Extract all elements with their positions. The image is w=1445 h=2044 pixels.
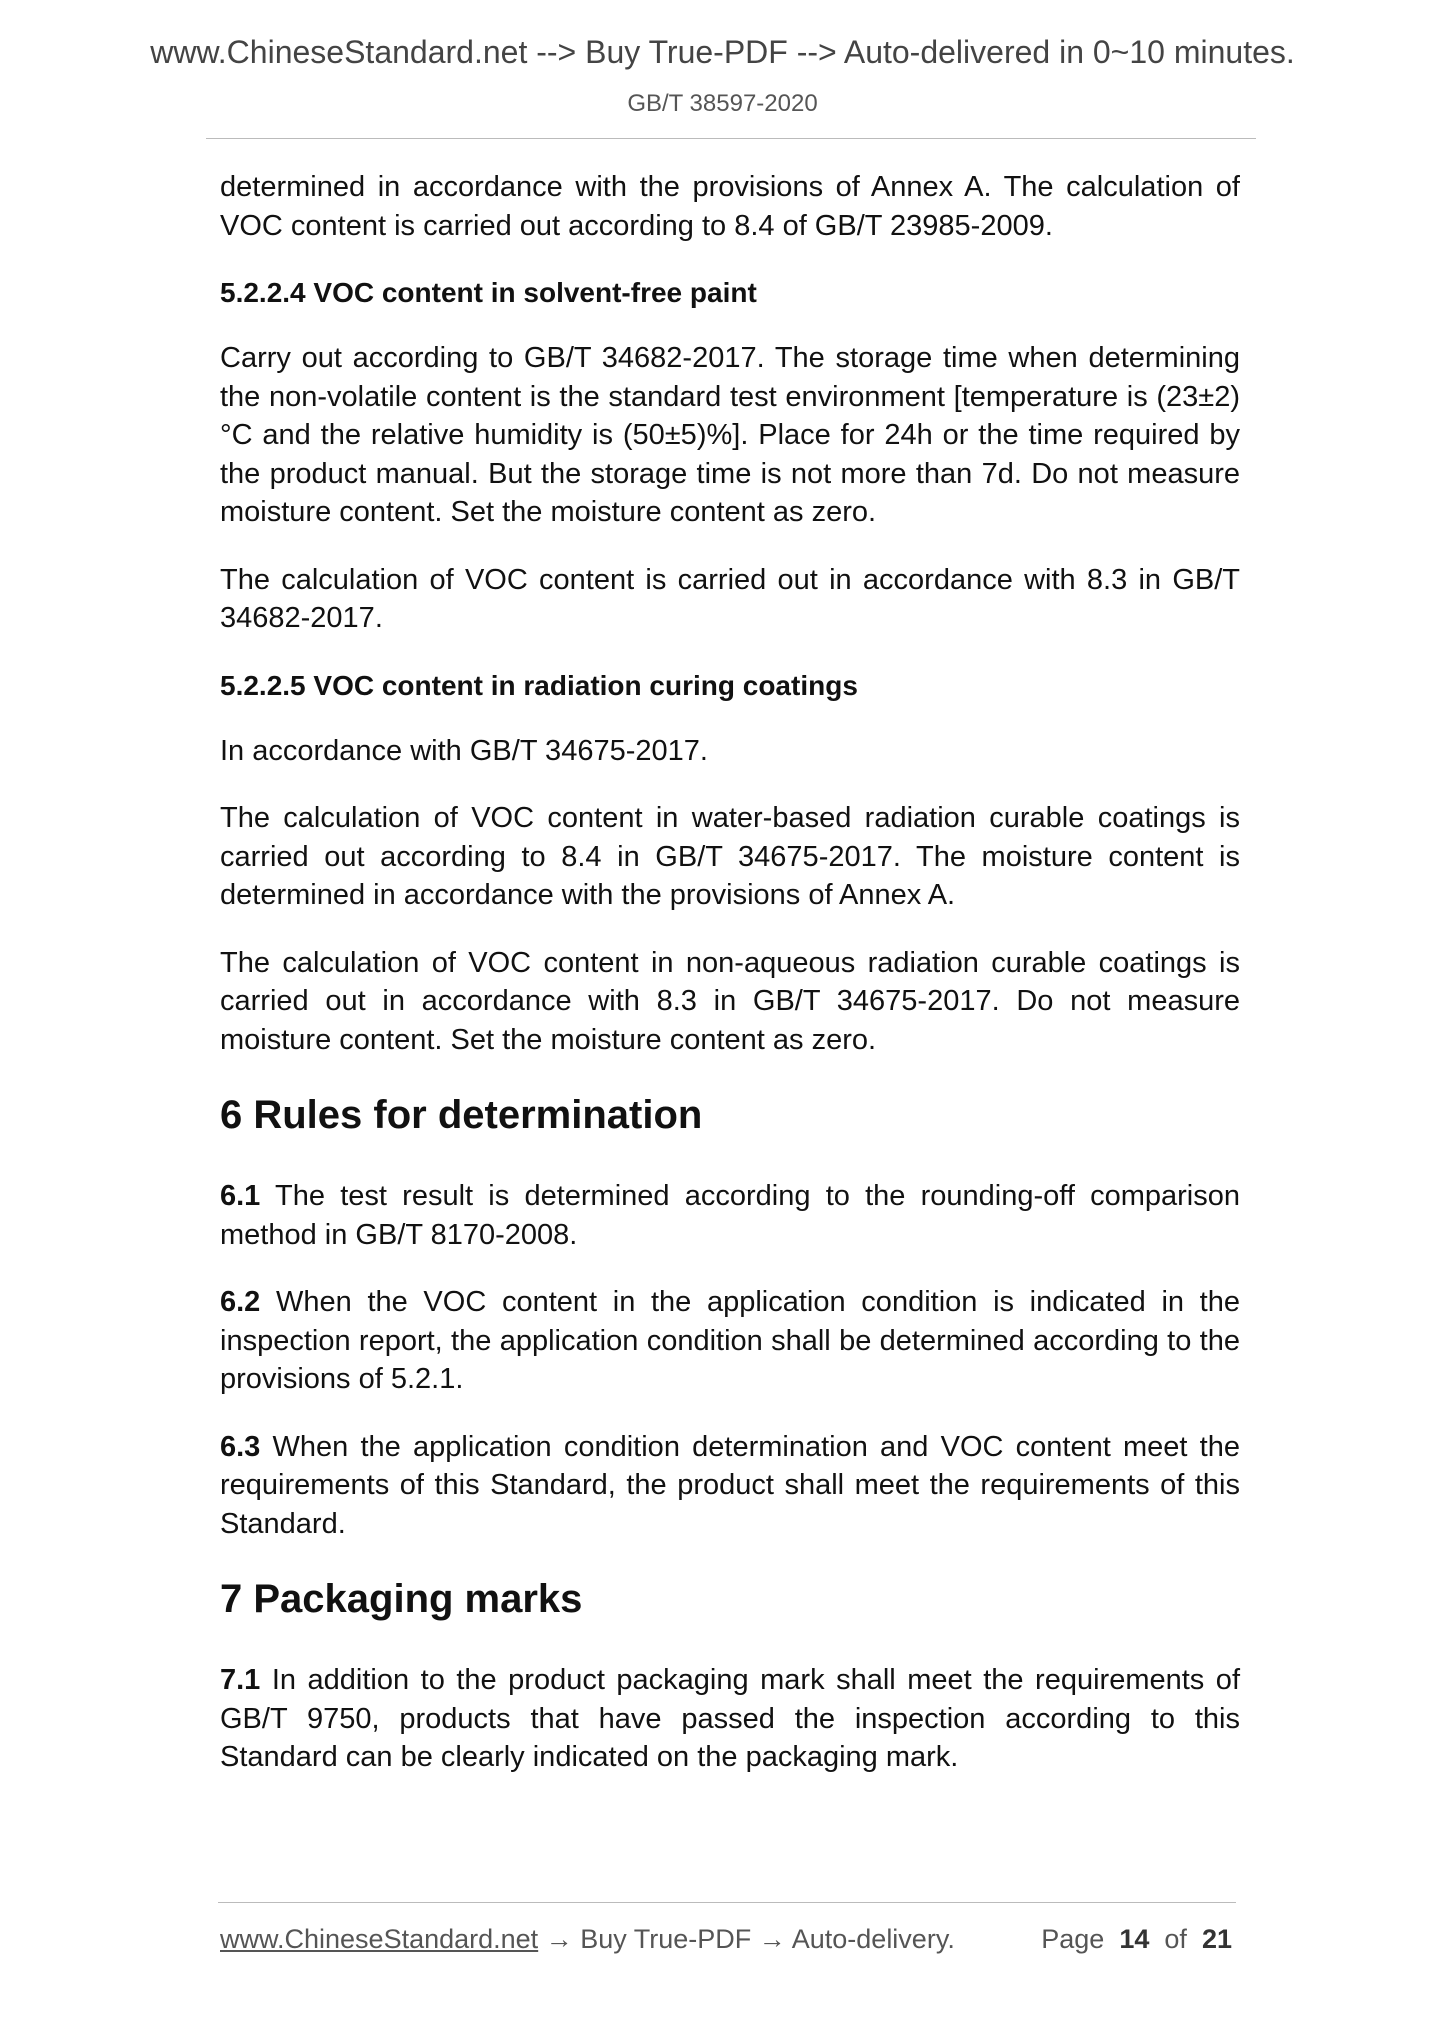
paragraph-5-2-2-5-c: The calculation of VOC content in non-aqueous radiation curable coatings is carried out in accordance with 8.3 in GB/T 34675-2017. Do not measure moisture content. Set the moisture content as zero. xyxy=(220,946,1240,1056)
footer-link[interactable]: www.ChineseStandard.net xyxy=(220,1924,539,1954)
clause-7-1 xyxy=(220,1661,1240,1777)
page-label: Page xyxy=(1041,1924,1105,1954)
paragraph-5-2-2-4-a: Carry out according to GB/T 34682-2017. The storage time when determining the non-volatile content is the standard test environment [temperature is (23±2)°C and the relative humidity is (50±5)%]. Place for 24h or the time required by the product manual. But the storage time is not more than 7d. Do not measure moisture content. Set the moisture content as zero. xyxy=(220,342,1240,528)
heading-section-7: 7 Packaging marks xyxy=(220,1577,583,1621)
heading-5-2-2-4: 5.2.2.4 VOC content in solvent-free paint xyxy=(220,277,757,308)
clause-7-1-text: In addition to the product packaging mark shall meet the requirements of GB/T 9750, products that have passed the inspection according to this Standard can be clearly indicated on the packaging mark. xyxy=(220,1664,1240,1773)
page-footer xyxy=(220,1924,1232,1955)
clause-6-2-number: 6.2 xyxy=(220,1286,261,1318)
page-number xyxy=(1041,1924,1232,1955)
clause-6-2 xyxy=(220,1283,1240,1399)
page-total: 21 xyxy=(1201,1924,1232,1954)
paragraph-5-2-2-5-b: The calculation of VOC content in water-based radiation curable coatings is carried out according to 8.4 in GB/T 34675-2017. The moisture content is determined in accordance with the provisions of Annex A. xyxy=(220,802,1240,911)
top-banner: www.ChineseStandard.net --> Buy True-PDF --> Auto-delivered in 0~10 minutes. xyxy=(150,34,1295,70)
clause-6-2-text: When the VOC content in the application condition is indicated in the inspection report, the application condition shall be determined according to the provisions of 5.2.1. xyxy=(220,1286,1240,1395)
heading-5-2-2-5: 5.2.2.5 VOC content in radiation curing coatings xyxy=(220,669,858,701)
paragraph-continuation: determined in accordance with the provisions of Annex A. The calculation of VOC content is carried out according to 8.4 of GB/T 23985-2009. xyxy=(220,171,1240,242)
document-code: GB/T 38597-2020 xyxy=(627,90,818,117)
clause-6-3-number: 6.3 xyxy=(220,1430,261,1463)
clause-6-3 xyxy=(220,1428,1240,1544)
header-divider xyxy=(206,138,1256,139)
clause-6-1 xyxy=(220,1177,1240,1254)
clause-6-1-number: 6.1 xyxy=(220,1180,261,1212)
footer-tagline: → Buy True-PDF → Auto-delivery. xyxy=(538,1924,955,1954)
footer-divider xyxy=(218,1902,1236,1903)
of-label: of xyxy=(1164,1924,1187,1954)
paragraph-5-2-2-4-b: The calculation of VOC content is carried out in accordance with 8.3 in GB/T 34682-2017. xyxy=(220,563,1240,634)
paragraph-5-2-2-5-a: In accordance with GB/T 34675-2017. xyxy=(220,734,708,767)
page-content xyxy=(220,168,1240,1806)
page-current: 14 xyxy=(1119,1924,1150,1954)
clause-7-1-number: 7.1 xyxy=(220,1664,261,1696)
clause-6-3-text: When the application condition determination and VOC content meet the requirements of this Standard, the product shall meet the requirements of this Standard. xyxy=(220,1430,1240,1540)
heading-section-6: 6 Rules for determination xyxy=(220,1093,703,1137)
clause-6-1-text: The test result is determined according to the rounding-off comparison method in GB/T 8170-2008. xyxy=(220,1180,1240,1251)
